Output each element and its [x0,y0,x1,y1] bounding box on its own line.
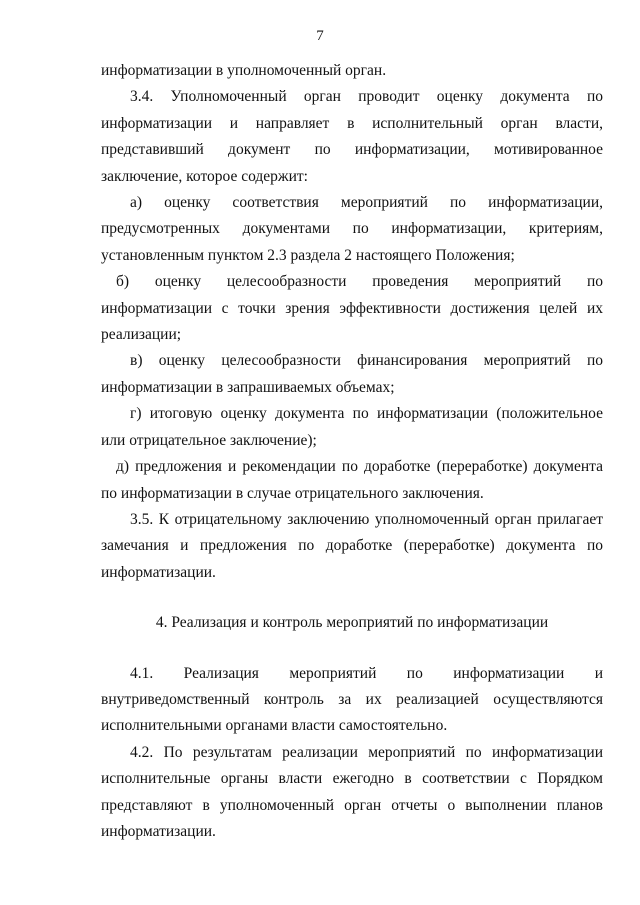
paragraph-3-4: 3.4. Уполномоченный орган проводит оценку документа по информатизации и направляет в исполнительный орган власти, представивший документ по информатизации, мотивированное заключение, которое содержит: [101,88,603,185]
section-heading-4: 4. Реализация и контроль мероприятий по информатизации [155,614,549,632]
paragraph-4-1: 4.1. Реализация мероприятий по информатизации и внутриведомственный контроль за их реализацией осуществляются исполнительными органами власти самостоятельно. [101,664,603,735]
paragraph-continuation: информатизации в уполномоченный орган. [101,62,387,79]
paragraph-item-b: б) оценку целесообразности проведения мероприятий по информатизации с точки зрения эффективности достижения целей их реализации; [101,273,603,344]
page-number: 7 [316,28,324,44]
paragraph-4-2: 4.2. По результатам реализации мероприятий по информатизации исполнительные органы власти ежегодно в соответствии с Порядком представляют в уполномоченный орган отчеты о выполнении планов информатизации. [101,743,603,840]
paragraph-item-g: г) итоговую оценку документа по информатизации (положительное или отрицательное заключение); [101,405,603,449]
paragraph-item-d: д) предложения и рекомендации по доработке (переработке) документа по информатизации в случае отрицательного заключения. [101,458,603,502]
paragraph-3-5: 3.5. К отрицательному заключению уполномоченный орган прилагает замечания и предложения по доработке (переработке) документа по информатизации. [101,510,603,581]
document-body [101,58,603,845]
paragraph-item-a: а) оценку соответствия мероприятий по информатизации, предусмотренных документами по информатизации, критериям, установленным пунктом 2.3 раздела 2 настоящего Положения; [101,194,603,264]
paragraph-item-v: в) оценку целесообразности финансирования мероприятий по информатизации в запрашиваемых объемах; [101,352,603,396]
